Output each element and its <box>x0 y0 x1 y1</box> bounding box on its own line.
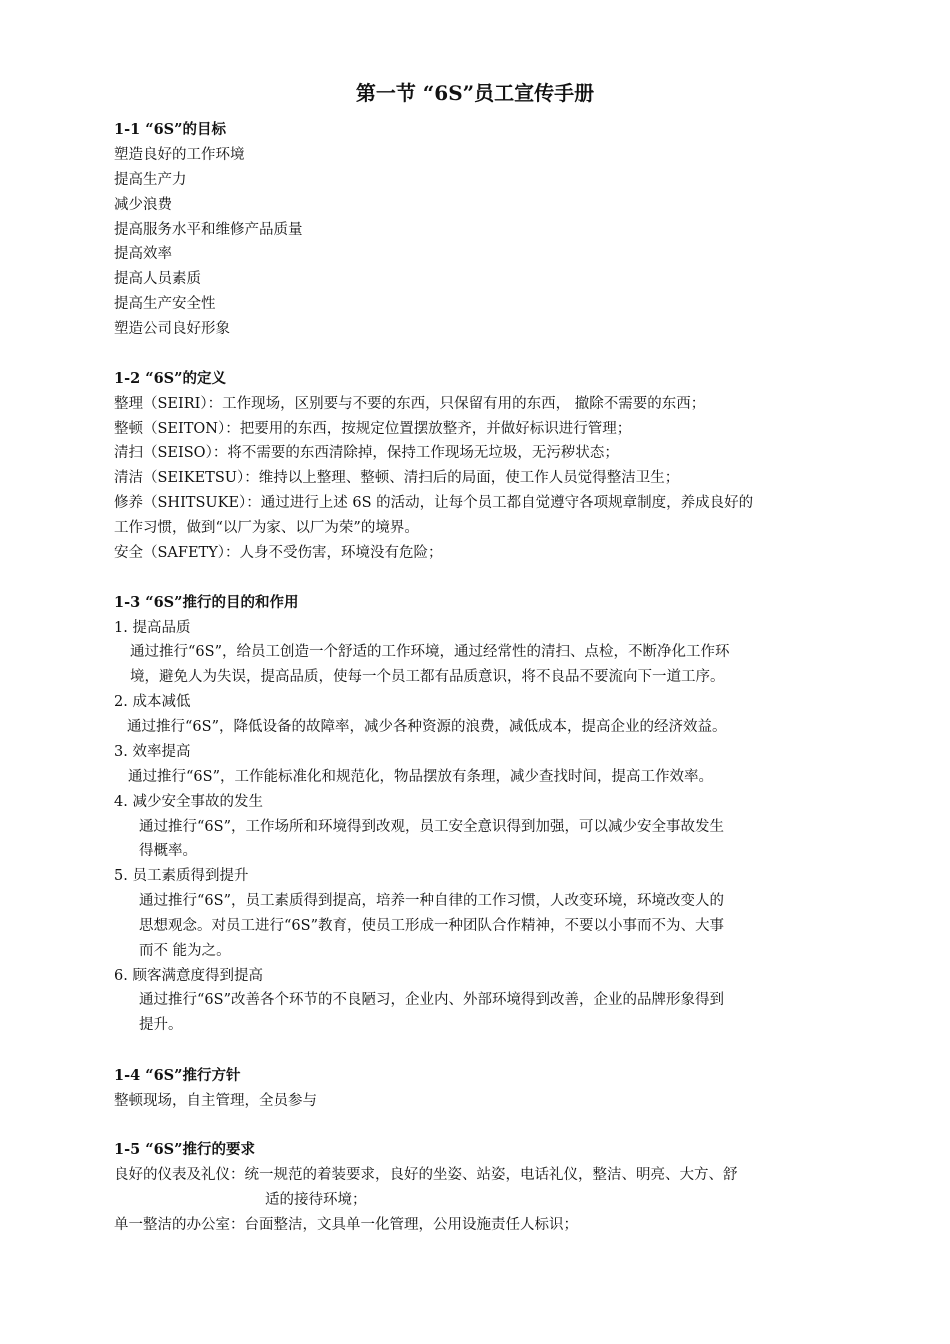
goal-item: 提高服务水平和维修产品质量 <box>114 222 303 238</box>
page-title: 第一节 “6S”员工宣传手册 <box>355 81 595 105</box>
goal-item: 减少浪费 <box>114 197 172 213</box>
purpose-item-title: 2. 成本减低 <box>114 694 191 710</box>
purpose-item-text: 通过推行“6S”，工作能标准化和规范化，物品摆放有条理，减少查找时间，提高工作效率。 <box>128 769 713 785</box>
definition-item: 清洁（SEIKETSU）：维持以上整理、整顿、清扫后的局面，使工作人员觉得整洁卫生； <box>114 470 680 486</box>
section-heading-policy: 1-4 “6S”推行方针 <box>114 1067 241 1084</box>
section-heading-purpose: 1-3 “6S”推行的目的和作用 <box>114 594 299 611</box>
purpose-item-title: 3. 效率提高 <box>114 744 191 760</box>
definition-item: 安全（SAFETY）：人身不受伤害，环境没有危险； <box>114 545 443 561</box>
section-heading-definition: 1-2 “6S”的定义 <box>114 370 226 387</box>
goal-item: 提高效率 <box>114 246 172 262</box>
purpose-item-text: 得概率。 <box>139 843 197 859</box>
requirement-item: 良好的仪表及礼仪：统一规范的着装要求，良好的坐姿、站姿，电话礼仪，整洁、明亮、大方、舒 <box>114 1167 738 1183</box>
definition-item: 修养（SHITSUKE）：通过进行上述 6S 的活动，让每个员工都自觉遵守各项规章制度，养成良好的 <box>114 495 754 511</box>
purpose-item-text: 通过推行“6S”，给员工创造一个舒适的工作环境，通过经常性的清扫、点检，不断净化工作环 <box>130 644 730 660</box>
definition-item: 整理（SEIRI）：工作现场，区别要与不要的东西，只保留有用的东西， 撤除不需要的东西； <box>114 396 706 412</box>
purpose-item-text: 通过推行“6S”，员工素质得到提高，培养一种自律的工作习惯，人改变环境，环境改变人的 <box>139 893 724 909</box>
purpose-item-text: 提升。 <box>139 1017 183 1033</box>
section-heading-requirements: 1-5 “6S”推行的要求 <box>114 1141 255 1158</box>
purpose-item-text: 而不 能为之。 <box>139 943 231 959</box>
section-heading-goals: 1-1 “6S”的目标 <box>114 121 226 138</box>
goal-item: 塑造公司良好形象 <box>114 321 230 337</box>
purpose-item-text: 通过推行“6S”改善各个环节的不良陋习，企业内、外部环境得到改善，企业的品牌形象得到 <box>139 992 724 1008</box>
goal-item: 塑造良好的工作环境 <box>114 147 245 163</box>
purpose-item-text: 通过推行“6S”，降低设备的故障率，减少各种资源的浪费，减低成本，提高企业的经济效益。 <box>127 719 727 735</box>
requirement-item-continued: 适的接待环境； <box>265 1192 367 1208</box>
definition-item: 工作习惯，做到“以厂为家、以厂为荣”的境界。 <box>114 520 419 536</box>
policy-text: 整顿现场，自主管理，全员参与 <box>114 1093 317 1109</box>
definition-item: 整顿（SEITON）：把要用的东西，按规定位置摆放整齐，并做好标识进行管理； <box>114 421 632 437</box>
purpose-item-text: 思想观念。对员工进行“6S”教育，使员工形成一种团队合作精神，不要以小事而不为、大事 <box>139 918 724 934</box>
purpose-item-text: 境，避免人为失误，提高品质，使每一个员工都有品质意识，将不良品不要流向下一道工序。 <box>130 669 725 685</box>
requirement-item: 单一整洁的办公室：台面整洁，文具单一化管理，公用设施责任人标识； <box>114 1217 578 1233</box>
purpose-item-title: 5. 员工素质得到提升 <box>114 868 249 884</box>
goal-item: 提高生产安全性 <box>114 296 216 312</box>
purpose-item-title: 6. 顾客满意度得到提高 <box>114 968 263 984</box>
goal-item: 提高人员素质 <box>114 271 201 287</box>
goal-item: 提高生产力 <box>114 172 187 188</box>
purpose-item-title: 4. 减少安全事故的发生 <box>114 794 263 810</box>
purpose-item-title: 1. 提高品质 <box>114 620 191 636</box>
purpose-item-text: 通过推行“6S”，工作场所和环境得到改观，员工安全意识得到加强，可以减少安全事故发生 <box>139 819 724 835</box>
definition-item: 清扫（SEISO）：将不需要的东西清除掉，保持工作现场无垃圾，无污秽状态； <box>114 445 619 461</box>
